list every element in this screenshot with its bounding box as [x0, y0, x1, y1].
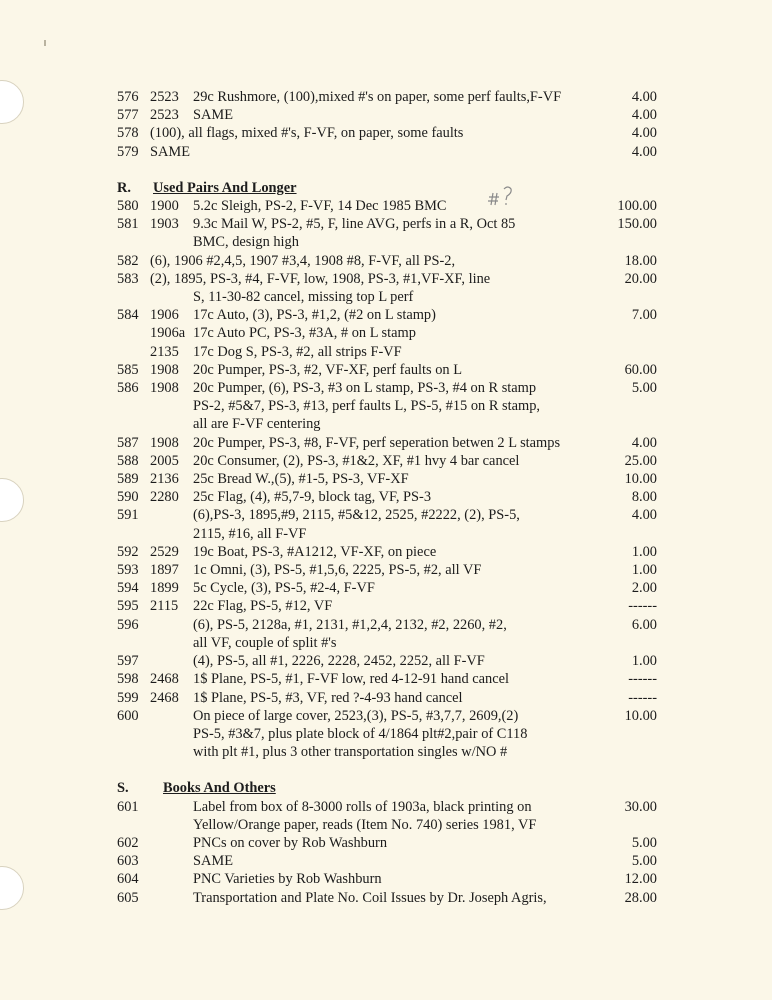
- lot-description-continued: PS-2, #5&7, PS-3, #13, perf faults L, PS-5, #15 on R stamp,: [193, 398, 540, 415]
- section-heading-r: [117, 179, 657, 197]
- lot-description: 19c Boat, PS-3, #A1212, VF-XF, on piece: [193, 543, 437, 560]
- lot-description: SAME: [193, 107, 233, 124]
- lot-number: 593: [117, 562, 139, 579]
- lot-description: (6), 1906 #2,4,5, 1907 #3,4, 1908 #8, F-VF, all PS-2,: [150, 252, 456, 269]
- lot-row: [117, 579, 657, 597]
- lot-row: [117, 852, 657, 870]
- lot-price: 1.00: [631, 543, 657, 560]
- section-heading-s: [117, 779, 657, 797]
- lot-row: [117, 197, 657, 215]
- catalog-number: 1899: [150, 580, 179, 597]
- lot-number: 578: [117, 125, 139, 142]
- lot-row: [117, 106, 657, 124]
- lot-price: 4.00: [631, 507, 657, 524]
- lot-price: 10.00: [624, 471, 657, 488]
- lot-row: [117, 707, 657, 762]
- catalog-number: 2468: [150, 689, 179, 706]
- lot-price: 5.00: [631, 834, 657, 851]
- lot-price: 28.00: [624, 889, 657, 906]
- lot-number: 582: [117, 252, 139, 269]
- catalog-number: 2136: [150, 471, 179, 488]
- lot-number: 603: [117, 853, 139, 870]
- section-title: Books And Others: [163, 780, 276, 797]
- lot-row: [117, 488, 657, 506]
- lot-description: 20c Pumper, PS-3, #2, VF-XF, perf faults on L: [193, 361, 463, 378]
- lot-number: 576: [117, 89, 139, 105]
- lot-number: 595: [117, 598, 139, 615]
- lot-price: 4.00: [631, 125, 657, 142]
- lot-description: (6),PS-3, 1895,#9, 2115, #5&12, 2525, #2222, (2), PS-5,: [193, 507, 520, 524]
- lot-price: 60.00: [624, 361, 657, 378]
- punch-hole-icon: [0, 80, 24, 124]
- lot-price: 20.00: [624, 270, 657, 287]
- lot-number: 594: [117, 580, 139, 597]
- lot-price: ------: [628, 689, 657, 706]
- lot-price: 18.00: [624, 252, 657, 269]
- lot-row: [117, 670, 657, 688]
- lot-number: 605: [117, 889, 139, 906]
- lot-price: 6.00: [631, 616, 657, 633]
- section-letter: R.: [117, 179, 131, 196]
- sub-item: [117, 343, 562, 361]
- lot-price: 12.00: [624, 871, 657, 888]
- lot-price: 8.00: [631, 489, 657, 506]
- lot-description-continued: 2115, #16, all F-VF: [193, 525, 307, 542]
- lot-description: Label from box of 8-3000 rolls of 1903a, black printing on: [193, 798, 532, 815]
- section-title: Used Pairs And Longer: [153, 179, 297, 196]
- lot-description-continued: BMC, design high: [193, 234, 299, 251]
- lot-description-continued: all are F-VF centering: [193, 416, 321, 433]
- lot-row: [117, 124, 657, 142]
- punch-hole-icon: [0, 478, 24, 522]
- lot-description: SAME: [150, 143, 190, 160]
- lot-number: 604: [117, 871, 139, 888]
- lot-number: 584: [117, 307, 139, 324]
- catalog-number: 1906: [150, 307, 179, 324]
- lot-price: ------: [628, 671, 657, 688]
- lot-row: [117, 597, 657, 615]
- sub-item: [117, 324, 562, 342]
- lot-description-continued: S, 11-30-82 cancel, missing top L perf: [193, 289, 414, 306]
- lot-price: 150.00: [617, 216, 657, 233]
- lot-number: 586: [117, 380, 139, 397]
- catalog-number: 2523: [150, 107, 179, 124]
- punch-hole-icon: [0, 866, 24, 910]
- lot-number: 597: [117, 653, 139, 670]
- lot-row: [117, 452, 657, 470]
- lot-description: 20c Pumper, PS-3, #8, F-VF, perf seperation betwen 2 L stamps: [193, 434, 561, 451]
- lot-description-continued: Yellow/Orange paper, reads (Item No. 740) series 1981, VF: [193, 816, 537, 833]
- catalog-number: 1900: [150, 198, 179, 215]
- lot-number: 581: [117, 216, 139, 233]
- lot-number: 590: [117, 489, 139, 506]
- lot-number: 589: [117, 471, 139, 488]
- lot-row: [117, 689, 657, 707]
- lot-row: [117, 652, 657, 670]
- lot-row: [117, 361, 657, 379]
- lot-description: PNC Varieties by Rob Washburn: [193, 871, 382, 888]
- catalog-number: 1903: [150, 216, 179, 233]
- lot-description: 25c Flag, (4), #5,7-9, block tag, VF, PS-3: [193, 489, 432, 506]
- lot-row: [117, 506, 657, 542]
- lot-row: [117, 215, 657, 251]
- lot-price: 10.00: [624, 707, 657, 724]
- lot-row: [117, 798, 657, 834]
- lot-description: 5.2c Sleigh, PS-2, F-VF, 14 Dec 1985 BMC: [193, 198, 447, 215]
- lot-row: [117, 470, 657, 488]
- lot-row: [117, 561, 657, 579]
- catalog-number: 2135: [150, 343, 179, 360]
- lot-number: 592: [117, 543, 139, 560]
- lot-row: [117, 379, 657, 434]
- books-section: [117, 798, 657, 907]
- catalog-number: 2523: [150, 89, 179, 105]
- lot-price: 2.00: [631, 580, 657, 597]
- lot-number: 596: [117, 616, 139, 633]
- catalog-number: 2280: [150, 489, 179, 506]
- lot-number: 585: [117, 361, 139, 378]
- catalog-number: 2529: [150, 543, 179, 560]
- lot-description: PNCs on cover by Rob Washburn: [193, 834, 388, 851]
- lot-number: 602: [117, 834, 139, 851]
- lot-description: (6), PS-5, 2128a, #1, 2131, #1,2,4, 2132, #2, 2260, #2,: [193, 616, 507, 633]
- lot-description: On piece of large cover, 2523,(3), PS-5, #3,7,7, 2609,(2): [193, 707, 519, 724]
- lot-listing: [117, 88, 657, 907]
- lot-price: 1.00: [631, 653, 657, 670]
- lot-description: 29c Rushmore, (100),mixed #'s on paper, some perf faults,F-VF: [193, 89, 562, 105]
- lot-description-continued: with plt #1, plus 3 other transportation singles w/NO #: [193, 744, 508, 761]
- catalog-number: 2468: [150, 671, 179, 688]
- lot-row: [117, 88, 657, 106]
- lot-number: 598: [117, 671, 139, 688]
- sub-item-description: 17c Dog S, PS-3, #2, all strips F-VF: [193, 343, 402, 360]
- lot-row: [117, 434, 657, 452]
- lot-number: 600: [117, 707, 139, 724]
- lot-price: ------: [628, 598, 657, 615]
- lot-description: 9.3c Mail W, PS-2, #5, F, line AVG, perfs in a R, Oct 85: [193, 216, 516, 233]
- lot-description: 20c Pumper, (6), PS-3, #3 on L stamp, PS-3, #4 on R stamp: [193, 380, 537, 397]
- lot-row: [117, 270, 657, 306]
- lot-description: (4), PS-5, all #1, 2226, 2228, 2452, 2252, all F-VF: [193, 653, 485, 670]
- lot-row: [117, 252, 657, 270]
- lot-number: 601: [117, 798, 139, 815]
- lot-description: Transportation and Plate No. Coil Issues by Dr. Joseph Agris,: [193, 889, 547, 906]
- lot-price: 4.00: [631, 89, 657, 105]
- lot-price: 1.00: [631, 562, 657, 579]
- lot-number: 588: [117, 452, 139, 469]
- catalog-number: 2115: [150, 598, 179, 615]
- catalog-number: 1908: [150, 434, 179, 451]
- lot-description: 1$ Plane, PS-5, #1, F-VF low, red 4-12-91 hand cancel: [193, 671, 510, 688]
- lot-description: 25c Bread W.,(5), #1-5, PS-3, VF-XF: [193, 471, 409, 488]
- lot-number: 580: [117, 198, 139, 215]
- lot-price: 4.00: [631, 143, 657, 160]
- lot-price: 4.00: [631, 434, 657, 451]
- lot-number: 583: [117, 270, 139, 287]
- lot-description: 1c Omni, (3), PS-5, #1,5,6, 2225, PS-5, #2, all VF: [193, 562, 482, 579]
- lot-description: 17c Auto, (3), PS-3, #1,2, (#2 on L stamp): [193, 307, 436, 324]
- catalog-number: 1906a: [150, 325, 186, 342]
- lot-description: 5c Cycle, (3), PS-5, #2-4, F-VF: [193, 580, 375, 597]
- lot-number: 591: [117, 507, 139, 524]
- lot-number: 599: [117, 689, 139, 706]
- paper-speck: [44, 40, 46, 46]
- lot-row: [117, 616, 657, 652]
- lot-description: SAME: [193, 853, 233, 870]
- sub-item-description: 17c Auto PC, PS-3, #3A, # on L stamp: [193, 325, 416, 342]
- lot-price: 7.00: [631, 307, 657, 324]
- lot-description-continued: PS-5, #3&7, plus plate block of 4/1864 plt#2,pair of C118: [193, 725, 528, 742]
- lot-row: [117, 834, 657, 852]
- lot-price: 25.00: [624, 452, 657, 469]
- lot-number: 577: [117, 107, 139, 124]
- lot-row: [117, 543, 657, 561]
- lot-description-continued: all VF, couple of split #'s: [193, 634, 337, 651]
- lot-number: 579: [117, 143, 139, 160]
- lot-price: 30.00: [624, 798, 657, 815]
- lot-description: 1$ Plane, PS-5, #3, VF, red ?-4-93 hand cancel: [193, 689, 463, 706]
- lot-row: [117, 306, 657, 361]
- section-letter: S.: [117, 780, 129, 797]
- lot-description: (2), 1895, PS-3, #4, F-VF, low, 1908, PS-3, #1,VF-XF, line: [150, 270, 491, 287]
- catalog-number: 1908: [150, 361, 179, 378]
- catalog-number: 1897: [150, 562, 179, 579]
- lot-description: (100), all flags, mixed #'s, F-VF, on paper, some faults: [150, 125, 464, 142]
- lot-row: [117, 870, 657, 888]
- lot-price: 5.00: [631, 853, 657, 870]
- lot-price: 4.00: [631, 107, 657, 124]
- lot-number: 587: [117, 434, 139, 451]
- lot-price: 5.00: [631, 380, 657, 397]
- lot-row: [117, 143, 657, 161]
- catalog-number: 2005: [150, 452, 179, 469]
- catalog-number: 1908: [150, 380, 179, 397]
- lot-price: 100.00: [617, 198, 657, 215]
- lot-description: 20c Consumer, (2), PS-3, #1&2, XF, #1 hvy 4 bar cancel: [193, 452, 520, 469]
- lot-row: [117, 889, 657, 907]
- lot-description: 22c Flag, PS-5, #12, VF: [193, 598, 333, 615]
